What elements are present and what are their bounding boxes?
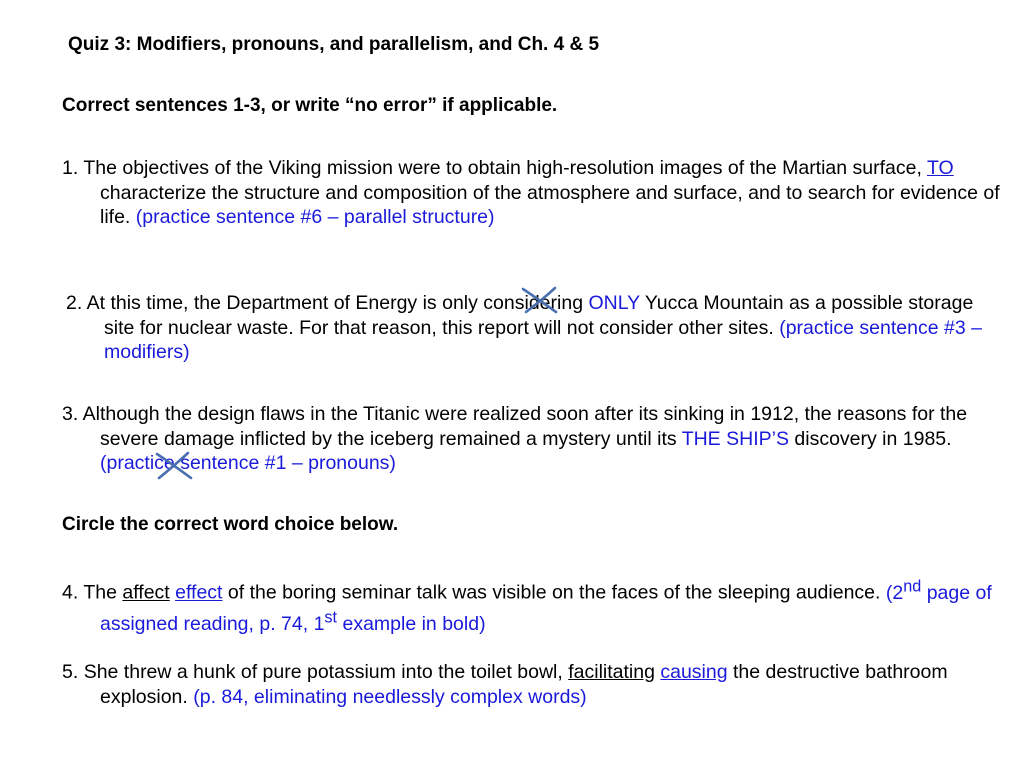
question-4-text-end: of the boring seminar talk was visible on the faces of the sleeping audience.	[222, 581, 886, 604]
question-4-note-part-c: example in bold)	[337, 612, 486, 635]
question-2-number: 2.	[66, 292, 87, 314]
question-2-text-end: Yucca Mountain as a possible storage site for nuclear waste. For that reason, this report will not consider other sites.	[104, 292, 974, 339]
question-5-number: 5.	[62, 661, 84, 683]
x-mark-icon	[154, 450, 194, 480]
question-4-text-start: The	[83, 581, 123, 604]
question-3	[62, 402, 1000, 476]
question-2-text-start: At this time, the Department of Energy is	[86, 292, 443, 314]
question-2-struck-word: only	[442, 292, 478, 314]
question-3-number: 3.	[62, 403, 83, 425]
question-5	[62, 660, 1000, 709]
section-heading-correct-sentences: Correct sentences 1-3, or write “no error” if applicable.	[62, 95, 558, 116]
question-3-text-start: Although the design flaws in the Titanic were realized soon after its sinking in 1912, the reasons for the severe damage inflicted by the iceberg remained a mystery until	[82, 403, 968, 450]
x-mark-icon	[520, 285, 560, 315]
question-4-note-part-a: (2	[885, 581, 904, 604]
question-4-note-part-b: page of assigned reading, p. 74, 1	[100, 581, 992, 635]
question-2-correction: ONLY	[588, 292, 640, 314]
question-3-text-end: discovery in 1985.	[788, 427, 952, 450]
question-1-text-start: The objectives of the Viking mission were to obtain high-resolution images of the Martian surface,	[83, 157, 927, 179]
question-4-choice-effect: effect	[175, 581, 223, 604]
question-3-correction: THE SHIP’S	[676, 427, 789, 450]
question-5-choice-causing: causing	[660, 661, 728, 683]
question-1-text-end: characterize the structure and composition of the atmosphere and surface, and to search for evidence of life.	[100, 181, 1000, 228]
question-2-text-mid: considering	[477, 292, 589, 314]
question-5-note: (p. 84, eliminating needlessly complex words)	[193, 685, 587, 708]
section-heading-circle-word: Circle the correct word choice below.	[62, 514, 399, 535]
question-5-text-start: She threw a hunk of pure potassium into the toilet bowl,	[83, 661, 569, 683]
question-1-correction: TO	[926, 157, 954, 179]
question-3-note: (practice sentence #1 – pronouns)	[100, 452, 396, 474]
question-4-note-sup-1: nd	[903, 577, 922, 595]
question-3-struck-word: its	[657, 427, 677, 450]
question-4	[62, 574, 1000, 636]
question-4-number: 4.	[62, 581, 84, 604]
question-5-choice-facilitating: facilitating	[568, 661, 655, 683]
page-title: Quiz 3: Modifiers, pronouns, and parallelism, and Ch. 4 & 5	[68, 34, 600, 55]
question-2-note: (practice sentence #3 – modifiers)	[104, 316, 982, 363]
question-4-note-sup-2: st	[324, 608, 338, 626]
question-4-choice-affect: affect	[122, 581, 170, 604]
question-1	[62, 156, 1000, 230]
question-1-note: (practice sentence #6 – parallel structure)	[135, 206, 495, 228]
question-5-text-end: the destructive bathroom explosion.	[100, 661, 948, 708]
question-1-number: 1.	[62, 157, 84, 179]
